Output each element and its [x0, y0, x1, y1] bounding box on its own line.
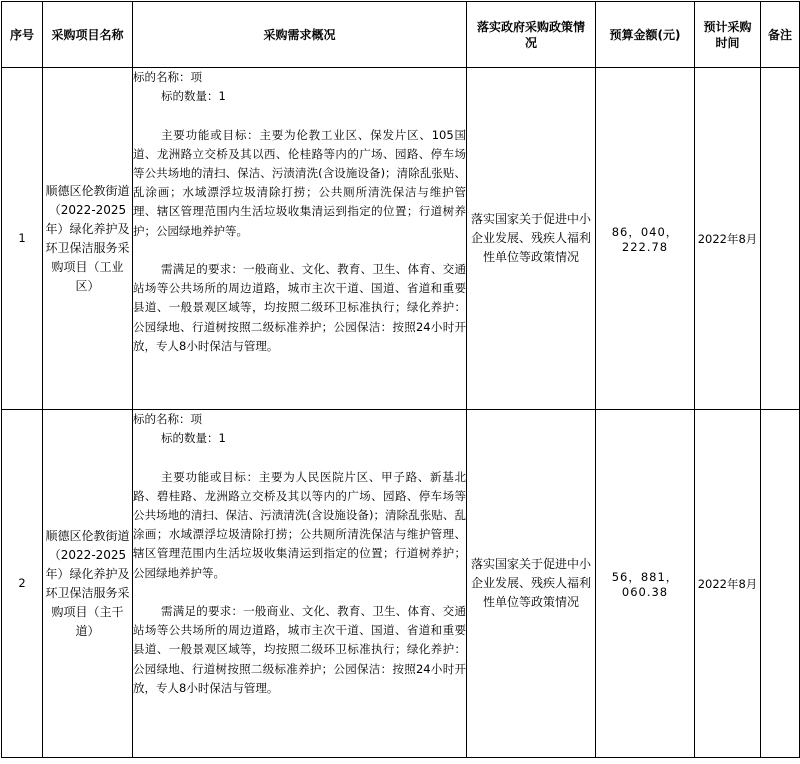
requirements-text: 需满足的要求：一般商业、文化、教育、卫生、体育、交通站场等公共场所的周边道路，城市主次干道、国道、省道和重要县道、一般景观区域等，均按照二级环卫标准执行；绿化养护：公园绿地、行道树按照二级标准养护；公园保洁：按照24小时开放，专人8小时保洁与管理。	[133, 604, 466, 695]
table-row	[2, 410, 800, 758]
budget-cell: 86，040，222.78	[596, 68, 695, 410]
schedule-cell: 2022年8月	[695, 410, 761, 758]
table-row	[2, 68, 800, 410]
lot-name: 标的名称：项	[133, 70, 202, 84]
header-index: 序号	[2, 2, 43, 68]
main-function: 主要功能或目标：主要为伦教工业区、保发片区、105国道、龙洲路立交桥及其以西、伦桂路等内的广场、园路、停车场等公共场地的清扫、保洁、污渍清洗(含设施设备)；清除乱张贴、乱涂画；水域漂浮垃圾清除打捞；公共厕所清洗保洁与维护管理、辖区管理范围内生活垃圾收集清运到指定的位置；行道树养护；公园绿地养护等。	[133, 127, 466, 238]
header-row	[2, 2, 800, 68]
lot-count: 标的数量：1	[161, 431, 226, 446]
row-index: 2	[2, 410, 43, 758]
main-function: 主要功能或目标：主要为人民医院片区、甲子路、新基北路、碧桂路、龙洲路立交桥及其以等内的广场、园路、停车场等公共场地的清扫、保洁、污渍清洗(含设施设备)；清除乱张贴、乱涂画；水域漂浮垃圾清除打捞；公共厕所清洗保洁与维护管理、辖区管理范围内生活垃圾收集清运到指定的位置；行道树养护；公园绿地养护等。	[133, 469, 466, 580]
header-project-name: 采购项目名称	[43, 2, 133, 68]
header-requirements: 采购需求概况	[133, 2, 467, 68]
policy-cell: 落实国家关于促进中小企业发展、残疾人福利性单位等政策情况	[467, 410, 596, 758]
spacer	[133, 241, 466, 260]
lot-name: 标的名称：项	[133, 412, 202, 426]
header-budget: 预算金额(元)	[596, 2, 695, 68]
requirements-cell	[133, 68, 467, 410]
header-schedule: 预计采购时间	[695, 2, 761, 68]
project-name: 顺德区伦教街道（2022-2025年）绿化养护及环卫保洁服务采购项目（工业区）	[43, 68, 133, 410]
requirements-cell	[133, 410, 467, 758]
remarks-cell	[761, 410, 800, 758]
schedule-cell: 2022年8月	[695, 68, 761, 410]
header-policy: 落实政府采购政策情况	[467, 2, 596, 68]
lot-count: 标的数量：1	[161, 89, 226, 104]
spacer	[133, 448, 466, 467]
spacer	[133, 106, 466, 125]
project-name: 顺德区伦教街道（2022-2025年）绿化养护及环卫保洁服务采购项目（主干道）	[43, 410, 133, 758]
spacer	[133, 583, 466, 602]
header-remarks: 备注	[761, 2, 800, 68]
row-index: 1	[2, 68, 43, 410]
policy-cell: 落实国家关于促进中小企业发展、残疾人福利性单位等政策情况	[467, 68, 596, 410]
requirements-text: 需满足的要求：一般商业、文化、教育、卫生、体育、交通站场等公共场所的周边道路，城市主次干道、国道、省道和重要县道、一般景观区域等，均按照二级环卫标准执行；绿化养护：公园绿地、行道树按照二级标准养护；公园保洁：按照24小时开放，专人8小时保洁与管理。	[133, 262, 466, 353]
remarks-cell	[761, 68, 800, 410]
budget-cell: 56，881，060.38	[596, 410, 695, 758]
procurement-table	[1, 1, 800, 758]
